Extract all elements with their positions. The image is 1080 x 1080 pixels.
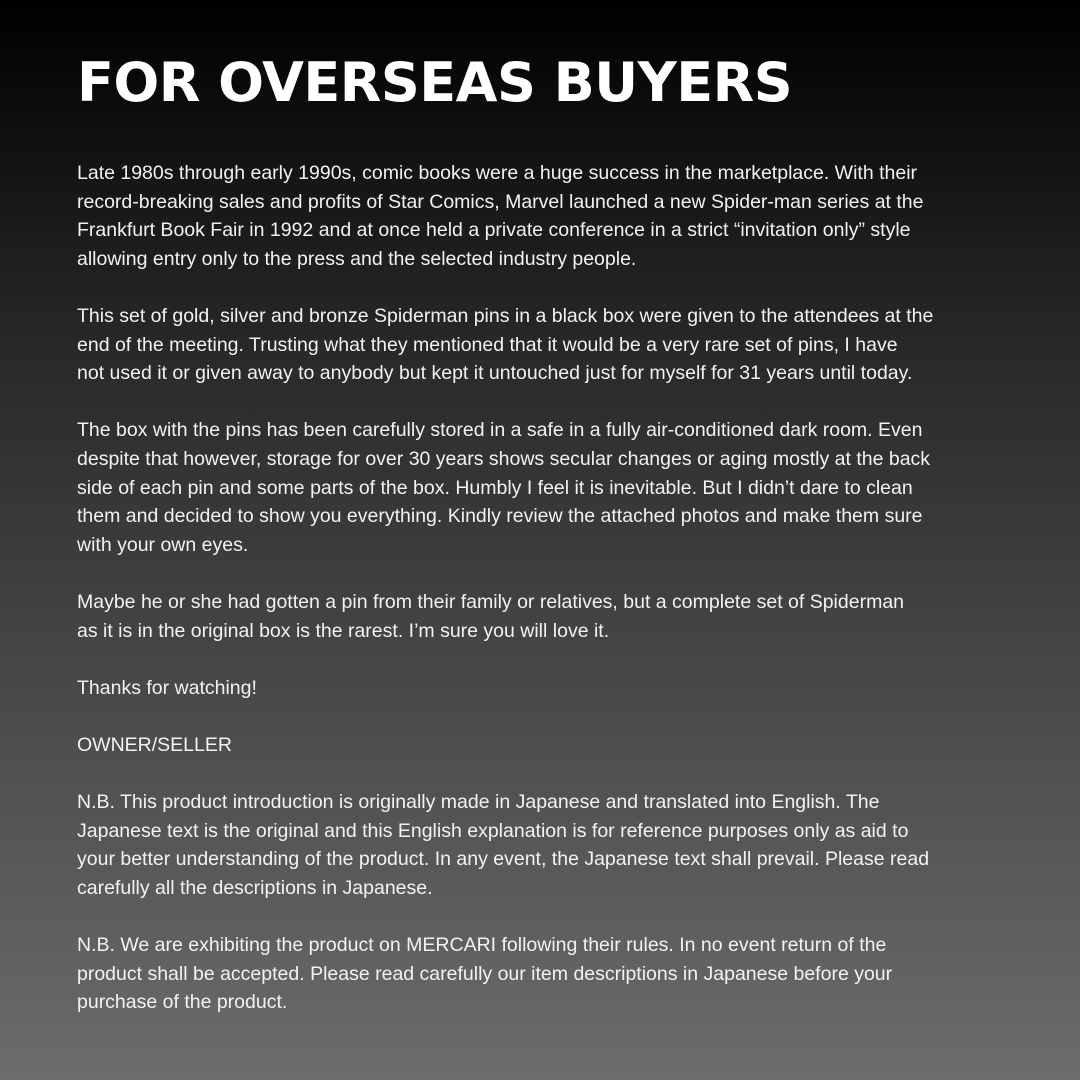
- paragraph-storage: The box with the pins has been carefully stored in a safe in a fully air-conditioned dark room. Even despite that however, storage for over 30 years shows secular changes or aging mostly at the back side of each pin and some parts of the box. Humbly I feel it is inevitable. But I didn’t dare to clean them and decided to show you everything. Kindly review the attached photos and make them sure with your own eyes.: [77, 419, 931, 556]
- paragraph-rarity: Maybe he or she had gotten a pin from their family or relatives, but a complete set of Spiderman as it is in the original box is the rarest. I’m sure you will love it.: [77, 591, 905, 642]
- paragraph-translation-note: N.B. This product introduction is originally made in Japanese and translated into English. The Japanese text is the original and this English explanation is for reference purposes only as aid to your better understanding of the product. In any event, the Japanese text shall prevail. Please read carefully all the descriptions in Japanese.: [77, 791, 930, 899]
- body-text: [77, 159, 1040, 1017]
- paragraph-history: Late 1980s through early 1990s, comic books were a huge success in the marketplace. With their record-breaking sales and profits of Star Comics, Marvel launched a new Spider-man series at the Frankfurt Book Fair in 1992 and at once held a private conference in a strict “invitation only” style allowing entry only to the press and the selected industry people.: [77, 162, 924, 270]
- paragraph-mercari-note: N.B. We are exhibiting the product on MERCARI following their rules. In no event return of the product shall be accepted. Please read carefully our item descriptions in Japanese before your purchase of the product.: [77, 934, 893, 1014]
- page-title: FOR OVERSEAS BUYERS: [77, 51, 793, 114]
- paragraph-thanks: Thanks for watching!: [77, 676, 257, 699]
- paragraph-signature: OWNER/SELLER: [77, 733, 232, 756]
- paragraph-pins: This set of gold, silver and bronze Spiderman pins in a black box were given to the attendees at the end of the meeting. Trusting what they mentioned that it would be a very rare set of pins, I have not used it or given away to anybody but kept it untouched just for myself for 31 years until today.: [77, 305, 934, 385]
